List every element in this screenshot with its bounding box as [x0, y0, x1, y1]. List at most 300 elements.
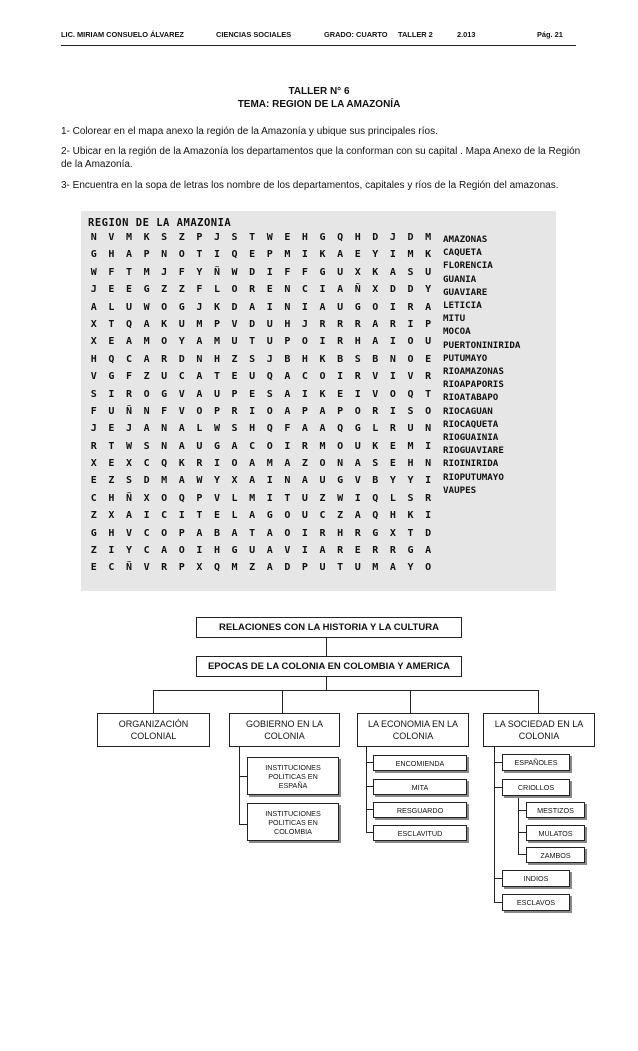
wordsearch-letter: Ñ [213, 266, 220, 278]
wordsearch-letter: R [337, 318, 344, 330]
header-grade: GRADO: CUARTO [324, 30, 388, 39]
wordsearch-letter: G [407, 545, 414, 557]
wordsearch-letter: K [319, 353, 326, 365]
wordsearch-letter: D [178, 353, 185, 365]
wordsearch-letter: K [319, 388, 326, 400]
wordsearch-letter: J [301, 318, 308, 330]
wordsearch-letter: T [108, 440, 115, 452]
wordsearch-letter: M [425, 232, 432, 243]
wordsearch-letter: T [125, 266, 132, 278]
wordsearch-letter: X [143, 492, 150, 504]
wordsearch-letter: L [231, 510, 238, 522]
wordsearch-letter: L [389, 492, 396, 504]
wordsearch-letter: A [249, 301, 256, 313]
wordsearch-letter: H [301, 232, 308, 243]
wordsearch-letter: X [372, 284, 379, 296]
connector [239, 776, 247, 777]
wordsearch-letter: R [90, 440, 97, 452]
header-divider [61, 45, 576, 46]
wordsearch-letter: G [319, 232, 326, 243]
wordsearch-letter: H [389, 510, 396, 522]
wordsearch-letter: O [231, 458, 238, 470]
wordsearch-letter: R [354, 371, 361, 383]
wordsearch-letter: N [284, 475, 291, 487]
wordsearch-letter: T [337, 562, 344, 574]
wordsearch-letter: U [425, 266, 432, 278]
wordsearch-letter: O [266, 405, 273, 417]
wordsearch-grid [85, 232, 437, 580]
wordsearch-letter: I [266, 475, 273, 487]
connector [494, 902, 502, 903]
wordsearch-letter: S [231, 232, 238, 243]
wordsearch-letter: E [389, 440, 396, 452]
branch-sociedad: LA SOCIEDAD EN LA COLONIA [483, 713, 595, 747]
connector [518, 796, 519, 854]
wordsearch-letter: E [249, 249, 256, 261]
wordsearch-letter: F [301, 266, 308, 278]
wordsearch-letter: W [196, 475, 203, 487]
wordsearch-title: REGION DE LA AMAZONIA [88, 217, 232, 229]
wordsearch-letter: O [407, 336, 414, 348]
wordsearch-letter: G [90, 527, 97, 539]
wordsearch-letter: W [213, 423, 220, 435]
wordsearch-letter: A [301, 423, 308, 435]
wordsearch-letter: H [301, 353, 308, 365]
wordsearch-letter: M [161, 475, 168, 487]
wordsearch-letter: O [407, 353, 414, 365]
soc-item-espanoles: ESPAÑOLES [502, 754, 570, 771]
wordsearch-letter: W [125, 440, 132, 452]
wordsearch-word: VAUPES [443, 484, 477, 496]
wordsearch-letter: U [178, 318, 185, 330]
wordsearch-letter: A [301, 475, 308, 487]
wordsearch-letter: V [372, 371, 379, 383]
wordsearch-word: FLORENCIA [443, 260, 493, 272]
wordsearch-letter: K [143, 232, 150, 243]
header-year: 2.013 [457, 30, 476, 39]
wordsearch-letter: A [143, 318, 150, 330]
wordsearch-letter: R [125, 388, 132, 400]
wordsearch-letter: A [284, 458, 291, 470]
wordsearch-row [85, 284, 437, 301]
wordsearch-letter: S [143, 440, 150, 452]
wordsearch-letter: A [196, 371, 203, 383]
connector [239, 746, 240, 824]
connector [366, 746, 367, 832]
wordsearch-word: RIOATABAPO [443, 392, 499, 404]
wordsearch-letter: U [231, 336, 238, 348]
wordsearch-word: MOCOA [443, 326, 471, 338]
wordsearch-letter: J [161, 266, 168, 278]
wordsearch-letter: F [108, 266, 115, 278]
wordsearch-letter: U [337, 301, 344, 313]
wordsearch-letter: D [284, 562, 291, 574]
wordsearch-letter: I [108, 388, 115, 400]
wordsearch-letter: A [249, 458, 256, 470]
wordsearch-letter: X [196, 562, 203, 574]
header-page: Pág. 21 [537, 30, 563, 39]
criollo-item-mestizos: MESTIZOS [526, 802, 585, 818]
wordsearch-letter: X [354, 266, 361, 278]
wordsearch-letter: P [301, 405, 308, 417]
connector [326, 676, 327, 690]
wordsearch-letter: N [284, 284, 291, 296]
wordsearch-letter: X [90, 318, 97, 330]
wordsearch-letter: A [266, 562, 273, 574]
wordsearch-word: RIOPUTUMAYO [443, 471, 504, 483]
connector [366, 762, 373, 763]
wordsearch-letter: A [372, 318, 379, 330]
wordsearch-letter: H [108, 249, 115, 261]
wordsearch-letter: S [354, 353, 361, 365]
wordsearch-letter: Z [178, 232, 185, 243]
instruction-2: 2- Ubicar en la región de la Amazonía los departamentos que la conforman con su capital . Mapa Anexo de la Región de la Amazonía. [61, 146, 581, 170]
wordsearch-letter: A [354, 510, 361, 522]
wordsearch-letter: I [301, 249, 308, 261]
wordsearch-letter: D [372, 232, 379, 243]
wordsearch-letter: N [161, 249, 168, 261]
wordsearch-letter: N [425, 423, 432, 435]
wordsearch-letter: S [407, 266, 414, 278]
wordsearch-letter: R [337, 336, 344, 348]
wordsearch-letter: G [90, 249, 97, 261]
wordsearch-letter: C [301, 371, 308, 383]
wordsearch-letter: D [231, 301, 238, 313]
soc-item-indios: INDIOS [502, 870, 570, 887]
wordsearch-letter: S [90, 388, 97, 400]
page-subtitle: TEMA: REGION DE LA AMAZONÍA [237, 99, 401, 110]
wordsearch-letter: M [196, 318, 203, 330]
wordsearch-letter: G [337, 475, 344, 487]
wordsearch-letter: H [249, 423, 256, 435]
wordsearch-letter: Y [178, 336, 185, 348]
wordsearch-word: PUTUMAYO [443, 352, 488, 364]
wordsearch-letter: K [178, 458, 185, 470]
wordsearch-letter: V [90, 371, 97, 383]
eco-item-esclavitud: ESCLAVITUD [373, 825, 467, 841]
wordsearch-letter: X [90, 458, 97, 470]
wordsearch-letter: A [90, 301, 97, 313]
soc-item-criollos: CRIOLLOS [502, 779, 570, 796]
wordsearch-letter: E [125, 284, 132, 296]
wordsearch-letter: K [213, 301, 220, 313]
criollo-item-zambos: ZAMBOS [526, 847, 585, 863]
wordsearch-letter: I [284, 440, 291, 452]
wordsearch-letter: L [196, 423, 203, 435]
wordsearch-row [85, 441, 437, 458]
wordsearch-letter: S [125, 475, 132, 487]
wordsearch-letter: G [108, 371, 115, 383]
wordsearch-letter: K [161, 318, 168, 330]
wordsearch-letter: I [319, 336, 326, 348]
wordsearch-letter: V [231, 318, 238, 330]
wordsearch-letter: U [354, 440, 361, 452]
wordsearch-letter: U [301, 492, 308, 504]
wordsearch-letter: E [266, 284, 273, 296]
wordsearch-letter: C [319, 510, 326, 522]
wordsearch-letter: U [425, 336, 432, 348]
wordsearch-letter: W [231, 266, 238, 278]
wordsearch-letter: E [354, 249, 361, 261]
wordsearch-letter: A [389, 266, 396, 278]
wordsearch-letter: A [266, 545, 273, 557]
wordsearch-letter: B [213, 527, 220, 539]
wordsearch-letter: O [284, 527, 291, 539]
wordsearch-letter: T [213, 371, 220, 383]
wordsearch-letter: P [143, 249, 150, 261]
wordsearch-letter: P [196, 232, 203, 243]
wordsearch-letter: V [178, 388, 185, 400]
wordsearch-letter: G [161, 388, 168, 400]
wordsearch-letter: T [407, 527, 414, 539]
wordsearch-letter: A [249, 510, 256, 522]
wordsearch-letter: P [213, 318, 220, 330]
wordsearch-letter: Z [90, 510, 97, 522]
wordsearch-letter: Z [231, 353, 238, 365]
wordsearch-letter: U [266, 336, 273, 348]
wordsearch-letter: G [231, 545, 238, 557]
page-title: TALLER N° 6 [288, 86, 350, 97]
wordsearch-letter: Z [161, 284, 168, 296]
wordsearch-letter: L [231, 492, 238, 504]
wordsearch-letter: A [178, 440, 185, 452]
wordsearch-letter: P [266, 249, 273, 261]
wordsearch-row [85, 423, 437, 440]
wordsearch-letter: R [161, 353, 168, 365]
wordsearch-letter: O [319, 458, 326, 470]
wordsearch-letter: K [319, 249, 326, 261]
wordsearch-letter: C [143, 545, 150, 557]
wordsearch-letter: R [354, 527, 361, 539]
wordsearch-letter: G [319, 266, 326, 278]
header-subject: CIENCIAS SOCIALES [216, 30, 292, 39]
wordsearch-letter: I [213, 249, 220, 261]
wordsearch-letter: I [407, 318, 414, 330]
wordsearch-letter: P [213, 405, 220, 417]
wordsearch-letter: A [161, 545, 168, 557]
wordsearch-letter: O [301, 336, 308, 348]
wordsearch-word: RIOGUAINIA [443, 432, 499, 444]
wordsearch-letter: G [178, 301, 185, 313]
wordsearch-letter: P [178, 527, 185, 539]
wordsearch-letter: Q [231, 249, 238, 261]
wordsearch-letter: T [196, 249, 203, 261]
wordsearch-word: AMAZONAS [443, 234, 488, 245]
wordsearch-letter: J [213, 232, 220, 243]
wordsearch-letter: G [266, 510, 273, 522]
wordsearch-letter: U [108, 405, 115, 417]
wordsearch-letter: J [125, 423, 132, 435]
wordsearch-letter: X [231, 475, 238, 487]
wordsearch-letter: J [266, 353, 273, 365]
wordsearch-row [85, 354, 437, 371]
wordsearch-letter: F [90, 405, 97, 417]
wordsearch-letter: I [389, 301, 396, 313]
connector [538, 690, 539, 714]
wordsearch-letter: M [249, 492, 256, 504]
wordsearch-letter: I [196, 545, 203, 557]
wordsearch-letter: F [284, 423, 291, 435]
wordsearch-letter: H [354, 336, 361, 348]
wordsearch-letter: O [337, 440, 344, 452]
wordsearch-letter: S [407, 492, 414, 504]
wordsearch-letter: G [372, 527, 379, 539]
wordsearch-row [85, 249, 437, 266]
wordsearch-letter: E [425, 353, 432, 365]
wordsearch-letter: G [143, 284, 150, 296]
wordsearch-letter: Q [407, 388, 414, 400]
wordsearch-letter: R [196, 458, 203, 470]
wordsearch-letter: I [266, 301, 273, 313]
wordsearch-letter: S [372, 458, 379, 470]
wordsearch-letter: Q [178, 492, 185, 504]
wordsearch-word: RIOAPAPORIS [443, 379, 504, 391]
wordsearch-letter: E [108, 284, 115, 296]
wordsearch-letter: W [143, 301, 150, 313]
wordsearch-letter: E [213, 510, 220, 522]
wordsearch-letter: L [372, 423, 379, 435]
wordsearch-letter: U [196, 440, 203, 452]
wordsearch-letter: N [161, 423, 168, 435]
wordsearch-letter: C [178, 371, 185, 383]
wordsearch-letter: C [161, 510, 168, 522]
wordsearch-letter: N [389, 353, 396, 365]
wordsearch-letter: V [213, 492, 220, 504]
wordsearch-row [85, 528, 437, 545]
connector [153, 690, 154, 714]
wordsearch-letter: R [407, 301, 414, 313]
gob-item-colombia: INSTITUCIONES POLITICAS EN COLOMBIA [247, 803, 339, 841]
wordsearch-letter: R [319, 318, 326, 330]
wordsearch-letter: T [249, 232, 256, 243]
wordsearch-letter: M [407, 440, 414, 452]
wordsearch-letter: Y [407, 475, 414, 487]
wordsearch-letter: B [337, 353, 344, 365]
connector [153, 690, 538, 691]
wordsearch-letter: T [108, 318, 115, 330]
wordsearch-letter: R [425, 492, 432, 504]
wordsearch-letter: J [389, 232, 396, 243]
branch-gobierno: GOBIERNO EN LA COLONIA [229, 713, 340, 747]
connector [518, 810, 526, 811]
wordsearch-letter: D [249, 318, 256, 330]
connector [494, 787, 502, 788]
wordsearch-word: CAQUETA [443, 247, 482, 259]
wordsearch-letter: A [284, 371, 291, 383]
wordsearch-letter: I [143, 510, 150, 522]
wordsearch-row [85, 302, 437, 319]
wordsearch-letter: R [372, 405, 379, 417]
eco-item-mita: MITA [373, 779, 467, 795]
wordsearch-letter: A [284, 405, 291, 417]
wordsearch-letter: N [425, 458, 432, 470]
wordsearch-letter: A [125, 510, 132, 522]
wordsearch-letter: D [407, 284, 414, 296]
wordsearch-letter: V [108, 232, 115, 243]
wordsearch-letter: P [231, 388, 238, 400]
wordsearch-letter: D [389, 284, 396, 296]
wordsearch-letter: I [354, 492, 361, 504]
wordsearch-letter: C [90, 492, 97, 504]
wordsearch-letter: I [337, 371, 344, 383]
wordsearch-letter: H [284, 318, 291, 330]
wordsearch-letter: R [301, 440, 308, 452]
wordsearch-letter: A [337, 284, 344, 296]
criollo-item-mulatos: MULATOS [526, 825, 585, 841]
wordsearch-letter: H [108, 492, 115, 504]
wordsearch-letter: O [161, 492, 168, 504]
wordsearch-letter: H [407, 458, 414, 470]
wordsearch-letter: N [143, 405, 150, 417]
wordsearch-letter: A [196, 388, 203, 400]
wordsearch-letter: A [319, 545, 326, 557]
wordsearch-letter: U [266, 318, 273, 330]
wordsearch-letter: G [213, 440, 220, 452]
wordsearch-letter: V [354, 475, 361, 487]
wordsearch-row [85, 510, 437, 527]
wordsearch-letter: Q [266, 423, 273, 435]
wordsearch-letter: O [284, 510, 291, 522]
wordsearch-letter: F [284, 266, 291, 278]
wordsearch-letter: I [178, 510, 185, 522]
wordsearch-word: LETICIA [443, 300, 482, 312]
wordsearch-letter: S [266, 388, 273, 400]
wordsearch-letter: N [337, 458, 344, 470]
wordsearch-letter: U [407, 423, 414, 435]
header-workshop: TALLER 2 [398, 30, 433, 39]
wordsearch-letter: U [161, 371, 168, 383]
wordsearch-letter: K [407, 510, 414, 522]
wordsearch-letter: E [337, 388, 344, 400]
wordsearch-letter: I [389, 249, 396, 261]
wordsearch-letter: Z [90, 545, 97, 557]
wordsearch-letter: T [425, 388, 432, 400]
wordsearch-letter: M [125, 232, 132, 243]
connector [366, 786, 373, 787]
wordsearch-letter: U [301, 510, 308, 522]
eco-item-encomienda: ENCOMIENDA [373, 755, 467, 771]
wordsearch-letter: O [266, 440, 273, 452]
wordsearch-letter: P [301, 562, 308, 574]
wordsearch-word-list [443, 233, 520, 497]
wordsearch-letter: W [337, 492, 344, 504]
wordsearch-letter: P [284, 336, 291, 348]
wordsearch-letter: U [337, 266, 344, 278]
connector [518, 832, 526, 833]
wordsearch-letter: Z [143, 371, 150, 383]
wordsearch-letter: Q [213, 562, 220, 574]
wordsearch-letter: H [337, 527, 344, 539]
wordsearch-letter: A [372, 336, 379, 348]
wordsearch-letter: A [337, 249, 344, 261]
wordsearch-letter: K [372, 266, 379, 278]
wordsearch-letter: I [425, 440, 432, 452]
connector [518, 854, 526, 855]
page-header [61, 30, 576, 44]
wordsearch-letter: H [213, 545, 220, 557]
branch-economia: LA ECONOMIA EN LA COLONIA [357, 713, 469, 747]
wordsearch-letter: Ñ [125, 405, 132, 417]
wordsearch-letter: K [372, 440, 379, 452]
wordsearch-letter: Y [407, 562, 414, 574]
wordsearch-letter: E [354, 545, 361, 557]
wordsearch-letter: V [143, 562, 150, 574]
wordsearch-letter: U [249, 371, 256, 383]
wordsearch-letter: I [301, 388, 308, 400]
wordsearch-letter: X [125, 458, 132, 470]
wordsearch-letter: A [143, 423, 150, 435]
wordsearch-letter: F [125, 371, 132, 383]
